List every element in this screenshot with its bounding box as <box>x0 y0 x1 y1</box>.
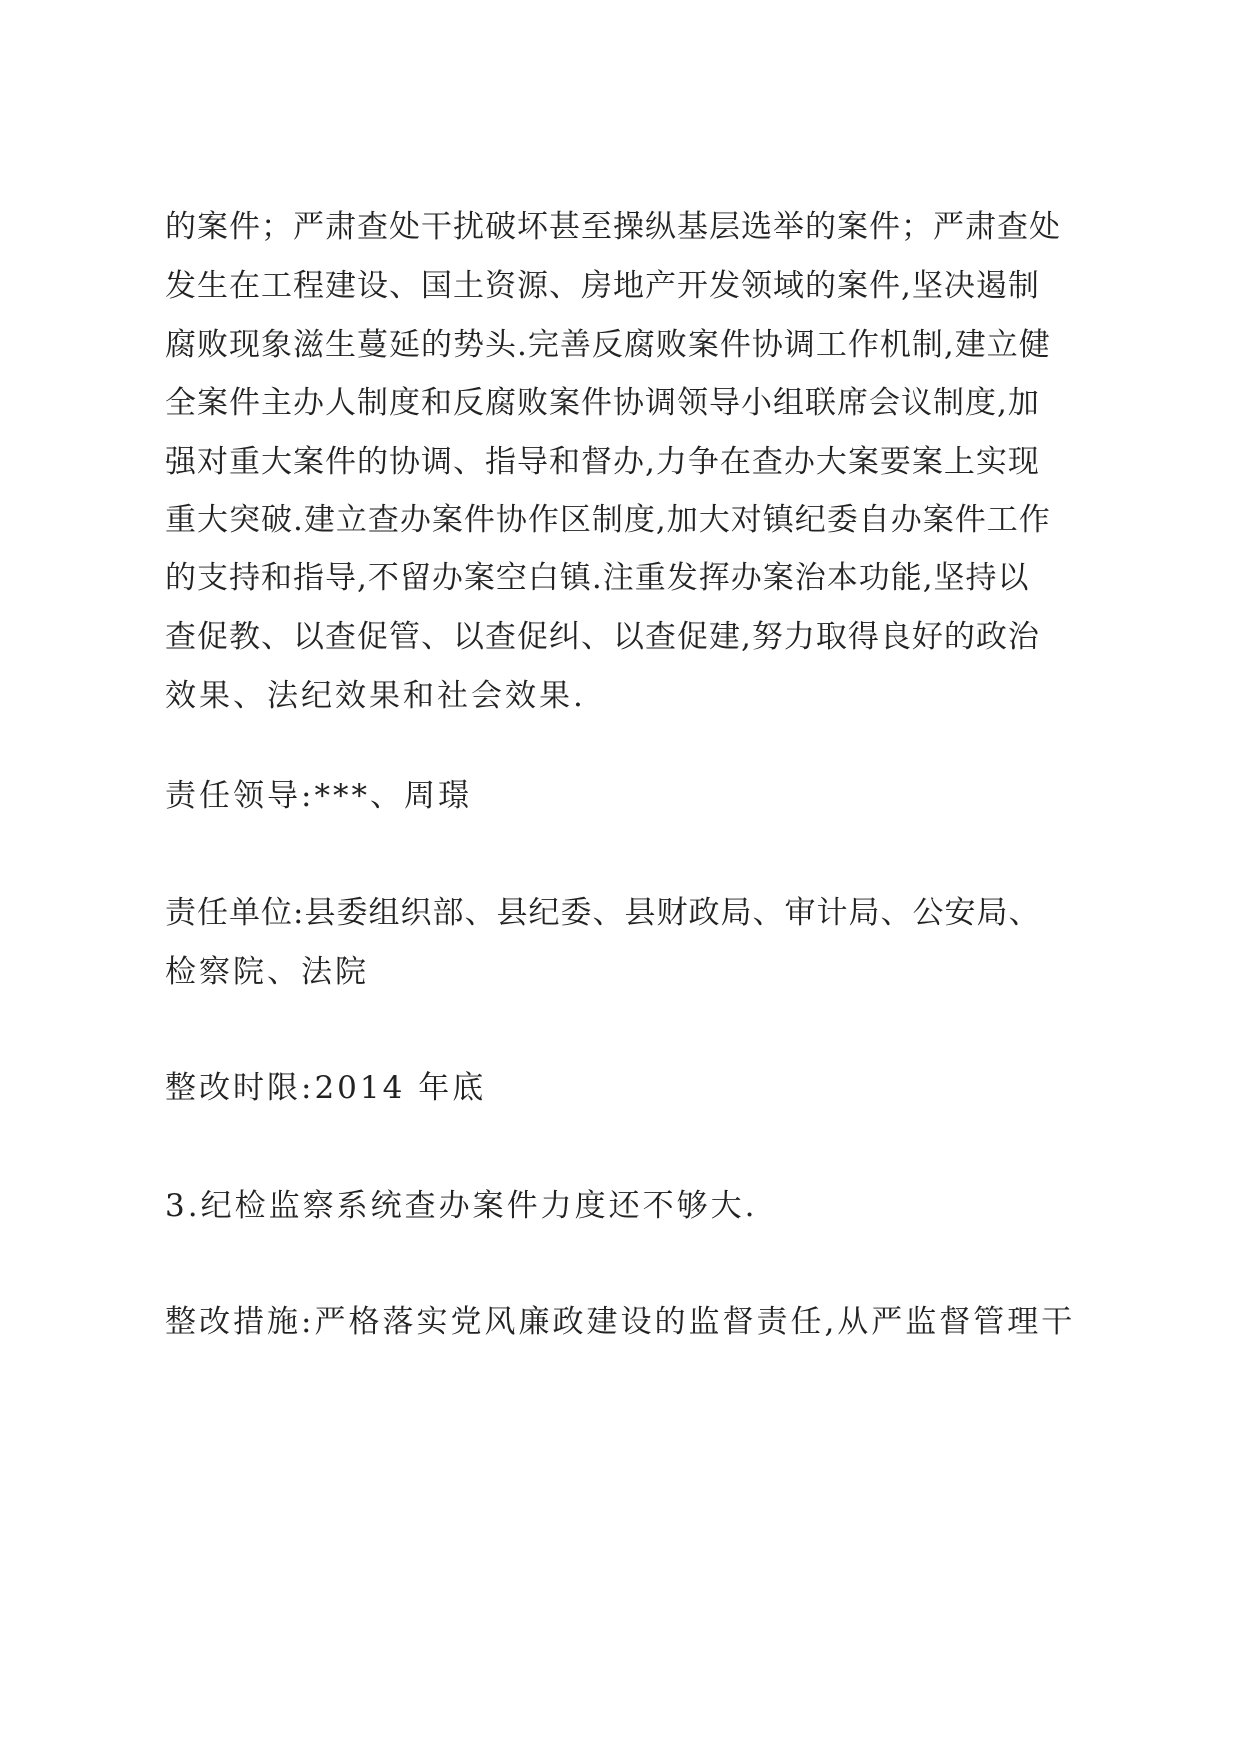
responsible-units-line: 检察院、法院 <box>165 954 369 990</box>
item3-measures: 整改措施:严格落实党风廉政建设的监督责任,从严监督管理干 <box>165 1304 1076 1340</box>
paragraph-line: 查促教、以查促管、以查促纠、以查促建,努力取得良好的政治 <box>165 619 1040 655</box>
paragraph-line: 全案件主办人制度和反腐败案件协调领导小组联席会议制度,加 <box>165 385 1040 421</box>
paragraph-line: 腐败现象滋生蔓延的势头.完善反腐败案件协调工作机制,建立健 <box>165 327 1051 363</box>
paragraph-line: 的支持和指导,不留办案空白镇.注重发挥办案治本功能,坚持以 <box>165 560 1030 596</box>
paragraph-line: 重大突破.建立查办案件协作区制度,加大对镇纪委自办案件工作 <box>165 502 1051 538</box>
item3-heading: 3.纪检监察系统查办案件力度还不够大. <box>165 1188 758 1224</box>
responsible-leader: 责任领导:***、周璟 <box>165 778 472 814</box>
deadline: 整改时限:2014 年底 <box>165 1070 487 1106</box>
paragraph-line: 效果、法纪效果和社会效果. <box>165 678 586 714</box>
paragraph-line: 强对重大案件的协调、指导和督办,力争在查办大案要案上实现 <box>165 444 1040 480</box>
paragraph-line: 发生在工程建设、国土资源、房地产开发领域的案件,坚决遏制 <box>165 268 1040 304</box>
responsible-units-line: 责任单位:县委组织部、县纪委、县财政局、审计局、公安局、 <box>165 895 1041 931</box>
paragraph-line: 的案件；严肃查处干扰破坏甚至操纵基层选举的案件；严肃查处 <box>165 209 1061 245</box>
